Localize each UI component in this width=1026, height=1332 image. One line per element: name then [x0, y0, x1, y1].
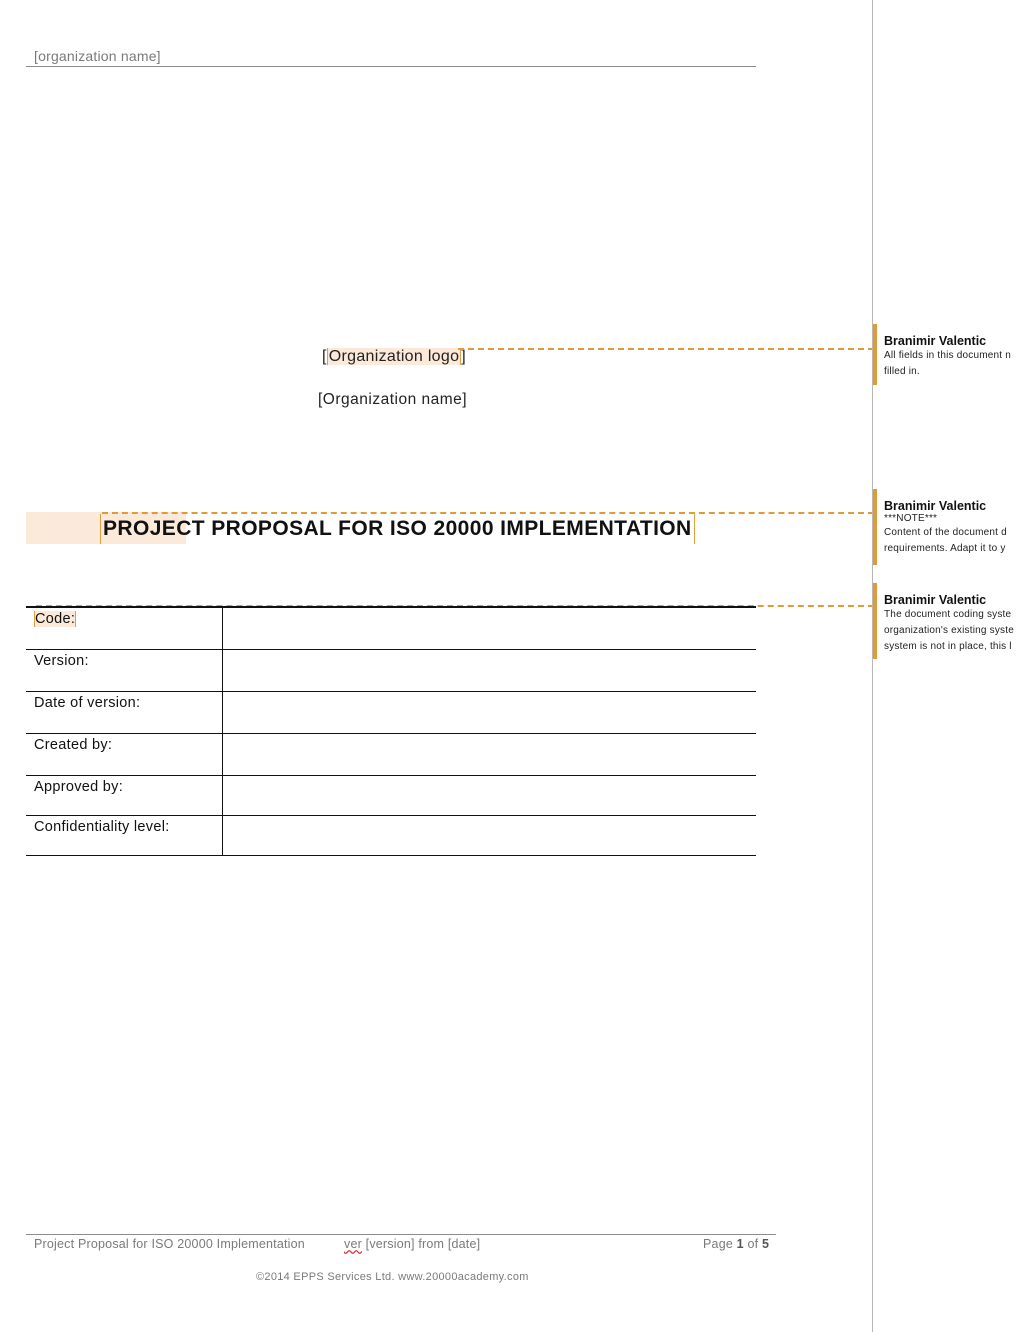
- code-label: Code:: [35, 611, 76, 627]
- comment-author: Branimir Valentic: [884, 499, 987, 513]
- created-by-label: Created by:: [26, 733, 223, 775]
- document-info-table: [26, 606, 756, 856]
- footer-version: [344, 1237, 480, 1251]
- comment-pane-border: [872, 0, 873, 1332]
- table-row: [26, 775, 756, 815]
- footer-version-rest: [version] from [date]: [361, 1237, 481, 1251]
- organization-logo-placeholder[interactable]: [322, 348, 466, 366]
- footer-rule: [26, 1234, 776, 1235]
- code-value-cell[interactable]: [223, 607, 757, 649]
- date-of-version-label: Date of version:: [26, 691, 223, 733]
- comment-author: Branimir Valentic: [884, 593, 987, 607]
- table-row: [26, 815, 756, 855]
- table-row: [26, 607, 756, 649]
- comment-line: requirements. Adapt it to y: [884, 543, 1006, 554]
- version-label: Version:: [26, 649, 223, 691]
- comment-balloon-3[interactable]: [873, 583, 1026, 659]
- comment-author: Branimir Valentic: [884, 334, 987, 348]
- cover-organization-name: [Organization name]: [318, 391, 468, 408]
- approved-by-label: Approved by:: [26, 775, 223, 815]
- comment-line: filled in.: [884, 366, 920, 377]
- comment-line: All fields in this document n: [884, 350, 1011, 361]
- comment-connector-1: [458, 348, 874, 350]
- table-row: [26, 649, 756, 691]
- comment-line: The document coding syste: [884, 609, 1012, 620]
- header-rule: [26, 66, 756, 67]
- footer-page-of: of: [743, 1237, 762, 1251]
- table-label-cell: [26, 607, 223, 649]
- footer-page-word: Page: [703, 1237, 737, 1251]
- date-of-version-value-cell[interactable]: [223, 691, 757, 733]
- footer-document-title: Project Proposal for ISO 20000 Implementation: [34, 1237, 305, 1251]
- table-row: [26, 733, 756, 775]
- comment-line: ***NOTE***: [884, 513, 938, 524]
- logo-bracket-close: ]: [461, 348, 467, 365]
- created-by-value-cell[interactable]: [223, 733, 757, 775]
- footer-page-number: [703, 1237, 769, 1251]
- approved-by-value-cell[interactable]: [223, 775, 757, 815]
- footer-page-current: 1: [736, 1237, 744, 1251]
- logo-bracket-open: [: [322, 348, 327, 365]
- confidentiality-level-label: Confidentiality level:: [26, 815, 223, 855]
- header-organization-name: [organization name]: [34, 48, 161, 64]
- version-value-cell[interactable]: [223, 649, 757, 691]
- comment-line: system is not in place, this l: [884, 641, 1012, 652]
- table-row: [26, 691, 756, 733]
- comment-line: organization's existing syste: [884, 625, 1014, 636]
- comment-balloon-2[interactable]: [873, 489, 1026, 565]
- comment-line: Content of the document d: [884, 527, 1007, 538]
- footer-copyright: ©2014 EPPS Services Ltd. www.20000academy.com: [256, 1271, 529, 1283]
- document-title[interactable]: PROJECT PROPOSAL FOR ISO 20000 IMPLEMENTATION: [100, 514, 695, 544]
- confidentiality-level-value-cell[interactable]: [223, 815, 757, 855]
- comment-balloon-1[interactable]: [873, 324, 1026, 385]
- logo-text: Organization logo: [328, 348, 460, 365]
- footer-ver-word: ver: [344, 1237, 362, 1251]
- comment-connector-2: [102, 512, 874, 514]
- footer-page-total: 5: [762, 1237, 770, 1251]
